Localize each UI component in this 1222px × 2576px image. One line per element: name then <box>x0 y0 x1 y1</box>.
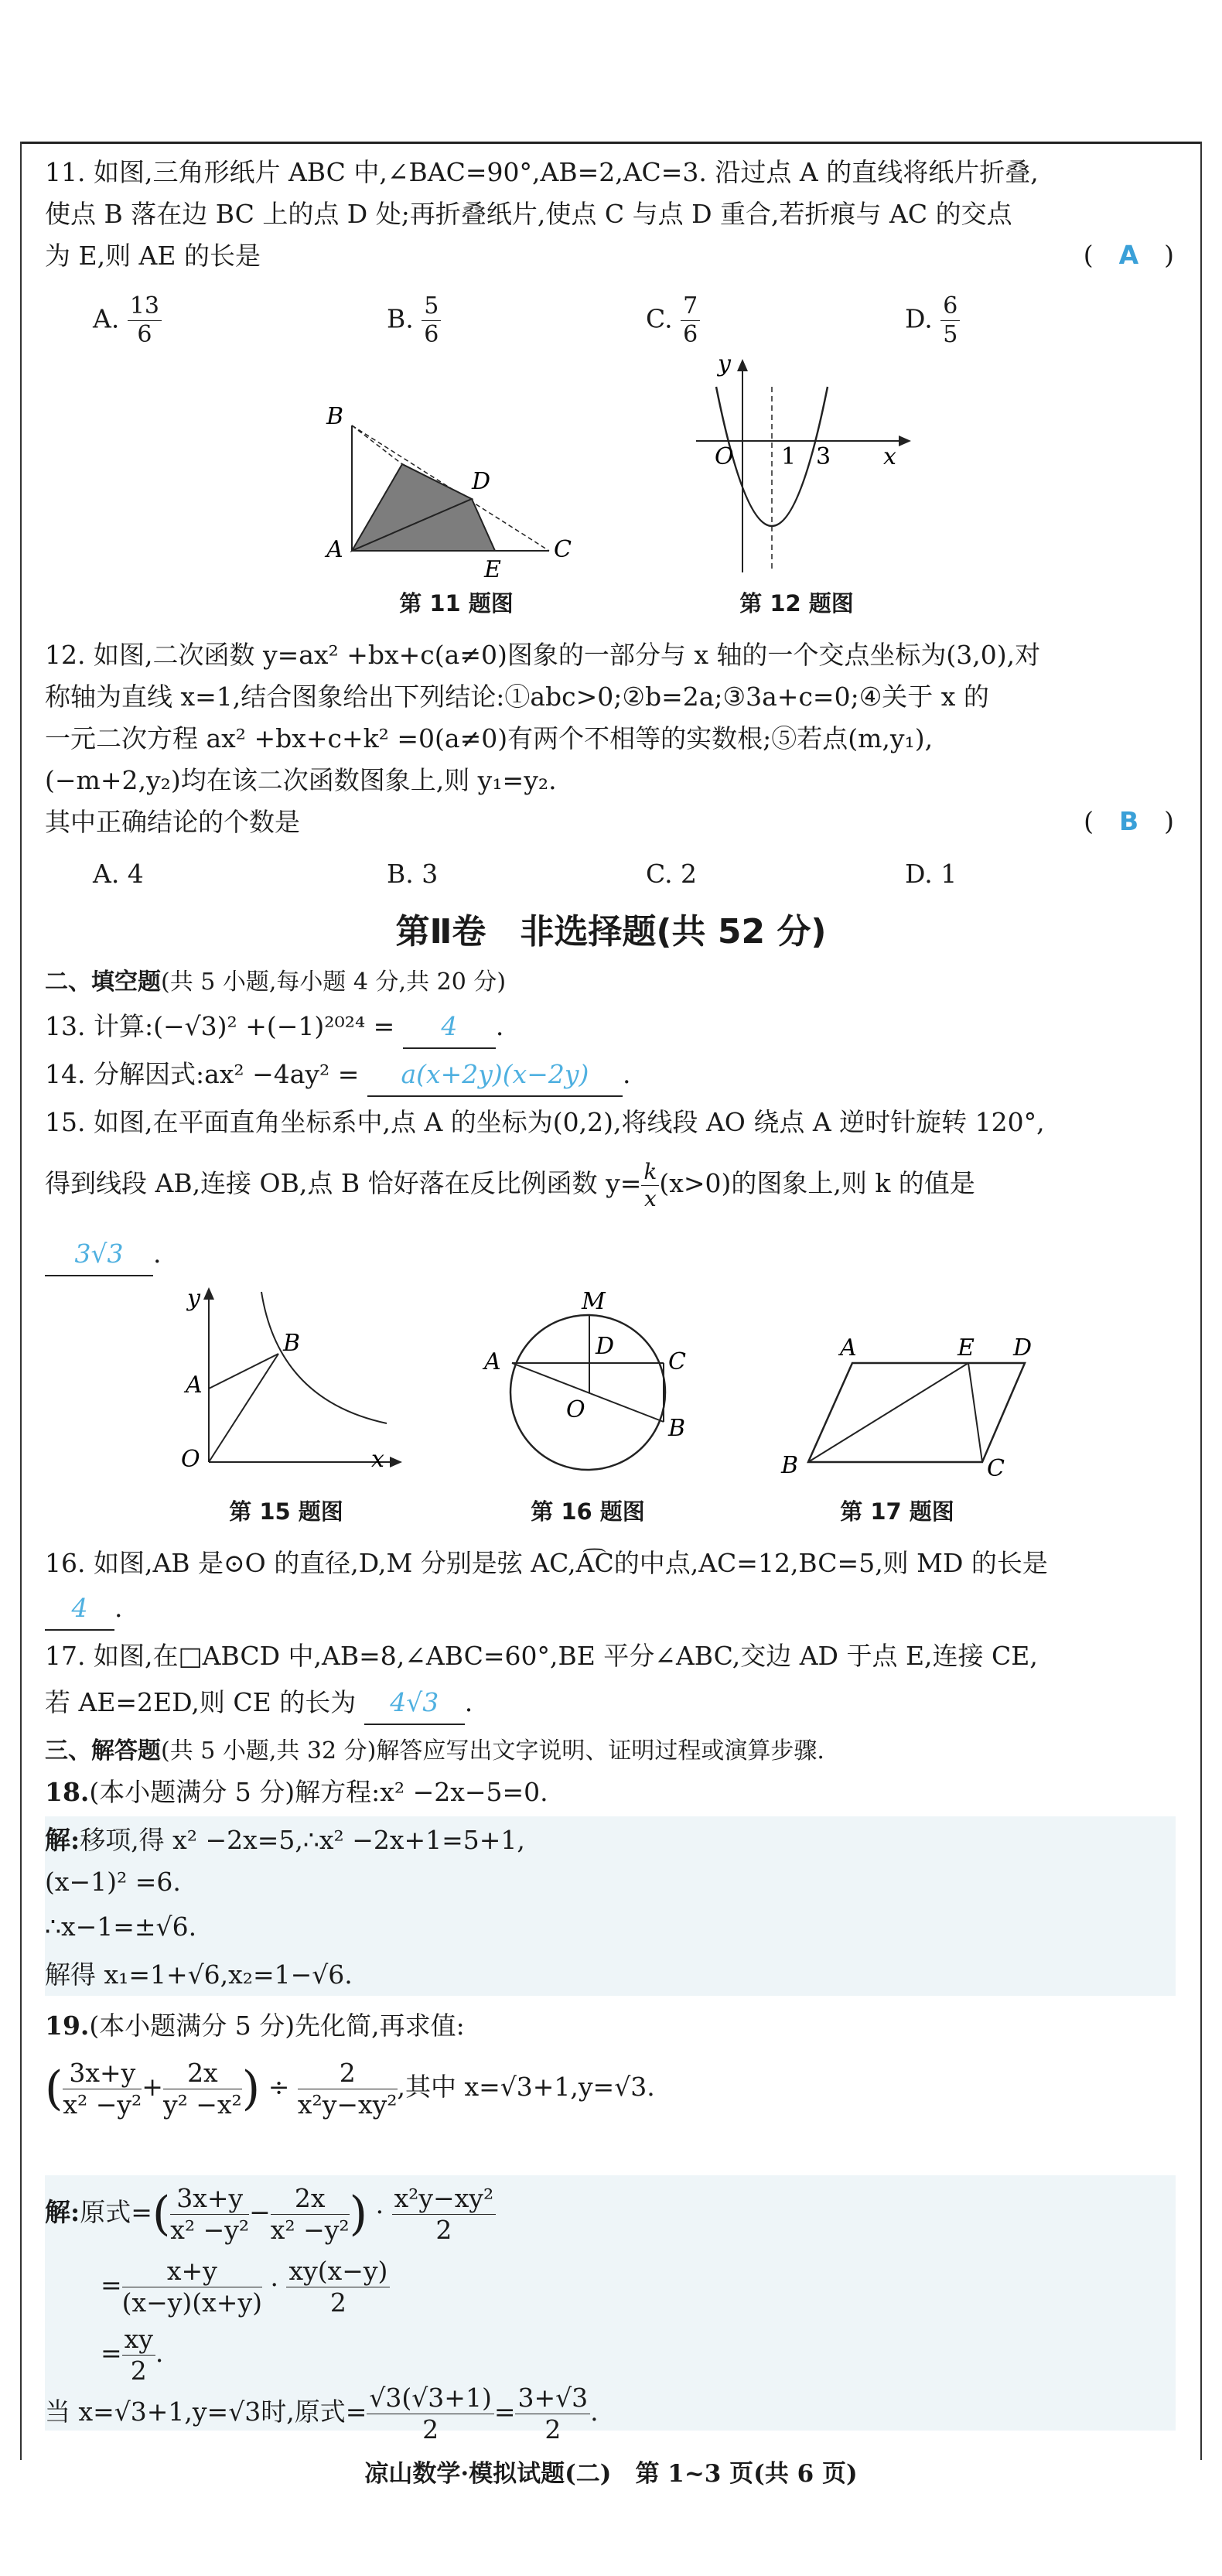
q18-step-3: ∴x−1=±√6. <box>45 1912 197 1942</box>
q15-line2 <box>45 1159 1174 1211</box>
label-b: B <box>283 1330 301 1357</box>
q12-answer-box: ( B ) <box>1084 806 1174 836</box>
option-label: B. <box>387 303 414 334</box>
figure-15-caption: 第 15 题图 <box>229 1498 343 1525</box>
q18-jie: 解: <box>45 1825 80 1855</box>
q11-option-d[interactable] <box>905 292 960 349</box>
frac-denominator: 2 <box>329 2287 346 2318</box>
period: . <box>590 2397 599 2427</box>
left-paren: ( <box>152 2187 171 2242</box>
frac-denominator: x² −y² <box>170 2214 250 2245</box>
denominator: 6 <box>137 321 152 348</box>
frac-denominator: (x−y)(x+y) <box>121 2287 262 2318</box>
q11-line1: 11. 如图,三角形纸片 ABC 中,∠BAC=90°,AB=2,AC=3. 沿过点 A 的直线将纸片折叠, <box>45 157 1039 187</box>
q17-line1: 17. 如图,在□ABCD 中,AB=8,∠ABC=60°,BE 平分∠ABC,交边 AD 于点 E,连接 CE, <box>45 1641 1038 1671</box>
frac-numerator: √3(√3+1) <box>367 2383 493 2414</box>
frac-numerator: xy(x−y) <box>286 2256 390 2287</box>
label-b: B <box>781 1452 799 1479</box>
q19-step-1 <box>45 2183 496 2245</box>
label-a: A <box>326 536 343 563</box>
q14-text: 14. 分解因式:ax² −4ay² = <box>45 1059 360 1089</box>
original-expr-label: 原式= <box>80 2197 152 2228</box>
question-16 <box>45 1543 1174 1631</box>
multiply-dot: · <box>270 2270 278 2301</box>
plus-sign: + <box>142 2072 163 2103</box>
q12-option-b[interactable]: B. 3 <box>387 859 439 889</box>
question-17 <box>45 1635 1174 1725</box>
frac-numerator: 3x+y <box>63 2058 142 2089</box>
question-18 <box>45 1771 548 1813</box>
figure-12 <box>681 356 913 588</box>
q19-head: (本小题满分 5 分)先化简,再求值: <box>89 2011 465 2041</box>
label-e: E <box>484 556 501 580</box>
q12-line1: 12. 如图,二次函数 y=ax² +bx+c(a≠0)图象的一部分与 x 轴的一个交点坐标为(3,0),对 <box>45 640 1041 670</box>
frac-numerator: x²y−xy² <box>392 2183 497 2215</box>
q17-line2: 若 AE=2ED,则 CE 的长为 <box>45 1687 357 1717</box>
equals-sign: = <box>101 2270 122 2301</box>
label-y: y <box>187 1285 200 1312</box>
figure-17 <box>766 1331 1060 1485</box>
section-3-heading <box>45 1731 824 1765</box>
multiply-dot: · <box>375 2197 384 2228</box>
frac-numerator: 2x <box>271 2183 350 2215</box>
q19-number: 19. <box>45 2011 90 2041</box>
question-12 <box>45 634 1174 843</box>
equals-sign: = <box>493 2397 516 2427</box>
q12-option-c[interactable]: C. 2 <box>646 859 698 889</box>
q19-step-2 <box>101 2256 390 2318</box>
figure-17-caption: 第 17 题图 <box>840 1498 954 1525</box>
q12-line3: 一元二次方程 ax² +bx+c+k² =0(a≠0)有两个不相等的实数根;⑤若点(m,y₁), <box>45 723 934 753</box>
label-m: M <box>582 1288 606 1315</box>
q18-step-2: (x−1)² =6. <box>45 1867 181 1897</box>
k-numerator: k <box>641 1159 659 1186</box>
frac-numerator: 3x+y <box>170 2183 249 2215</box>
frac-denominator: 2 <box>130 2355 147 2386</box>
section-2-title: 二、填空题 <box>45 969 161 996</box>
figure-16 <box>472 1284 704 1485</box>
divide-sign: ÷ <box>268 2072 290 2103</box>
question-15 <box>45 1102 1174 1276</box>
label-o: O <box>715 443 734 470</box>
section-2-desc: (共 5 小题,每小题 4 分,共 20 分) <box>161 969 507 996</box>
q15-line1: 15. 如图,在平面直角坐标系中,点 A 的坐标为(0,2),将线段 AO 绕点 A 逆时针旋转 120°, <box>45 1107 1045 1137</box>
frac-denominator: 2 <box>422 2414 439 2444</box>
x-denominator: x <box>643 1185 657 1211</box>
label-c: C <box>987 1455 1005 1482</box>
equals-sign: = <box>101 2338 122 2369</box>
q11-option-c[interactable] <box>646 292 700 349</box>
question-13: 13. 计算:(−√3)² +(−1)²⁰²⁴ = 4 . <box>45 1006 1174 1049</box>
q17-answer: 4√3 <box>364 1682 465 1725</box>
figure-11 <box>309 402 603 580</box>
q18-head: (本小题满分 5 分)解方程:x² −2x−5=0. <box>89 1777 548 1807</box>
frac-denominator: x² −y² <box>270 2214 350 2245</box>
q12-line5: 其中正确结论的个数是 <box>45 807 300 837</box>
denominator: 6 <box>683 321 698 348</box>
q11-line3: 为 E,则 AE 的长是 <box>45 241 261 271</box>
label-d: D <box>1013 1334 1033 1361</box>
q11-line2: 使点 B 落在边 BC 上的点 D 处;再折叠纸片,使点 C 与点 D 重合,若折痕与 AC 的交点 <box>45 199 1012 229</box>
q18-solution <box>45 1819 525 1996</box>
question-14: 14. 分解因式:ax² −4ay² = a(x+2y)(x−2y) . <box>45 1054 1174 1097</box>
option-label: D. <box>905 303 933 334</box>
frac-numerator: x+y <box>122 2256 262 2287</box>
q18-number: 18. <box>45 1777 90 1807</box>
q12-line4: (−m+2,y₂)均在该二次函数图象上,则 y₁=y₂. <box>45 765 557 795</box>
q11-option-b[interactable] <box>387 292 441 349</box>
q16-answer: 4 <box>45 1587 114 1631</box>
label-c: C <box>554 536 572 563</box>
q16-answer-line: 4 . <box>45 1587 1174 1631</box>
q12-answer: B <box>1118 806 1139 836</box>
label-o: O <box>181 1446 200 1470</box>
q12-option-d[interactable]: D. 1 <box>905 859 957 889</box>
numerator: 7 <box>681 292 700 321</box>
q11-answer: A <box>1118 240 1139 270</box>
section-2-heading <box>45 962 506 996</box>
top-rule <box>20 142 1202 144</box>
label-o: O <box>566 1396 585 1423</box>
frac-denominator: x² −y² <box>63 2089 142 2120</box>
option-label: A. <box>93 303 120 334</box>
label-b: B <box>326 403 344 430</box>
label-3: 3 <box>816 443 831 470</box>
frac-denominator: x²y−xy² <box>297 2089 398 2120</box>
period: . <box>155 2338 164 2369</box>
q15-line2-b: (x>0)的图象上,则 k 的值是 <box>659 1168 975 1199</box>
numerator: 13 <box>128 292 162 321</box>
label-y: y <box>718 356 731 378</box>
right-paren: ) <box>241 2062 261 2116</box>
q16-line1: 16. 如图,AB 是⊙O 的直径,D,M 分别是弦 AC,A͡C的中点,AC=12,BC=5,则 MD 的长是 <box>45 1548 1048 1578</box>
label-x: x <box>883 443 896 470</box>
denominator: 5 <box>943 321 958 348</box>
section-3-desc: (共 5 小题,共 32 分)解答应写出文字说明、证明过程或演算步骤. <box>161 1737 824 1765</box>
q11-answer-box: ( A ) <box>1083 240 1174 270</box>
right-border <box>1200 142 1202 2460</box>
q19-step-3 <box>101 2324 163 2386</box>
q19-expression <box>45 2058 655 2120</box>
q18-step-1-wrap <box>45 1819 525 1861</box>
frac-denominator: 2 <box>544 2414 562 2444</box>
label-b: B <box>668 1415 686 1442</box>
q12-line2: 称轴为直线 x=1,结合图象给出下列结论:①abc>0;②b=2a;③3a+c=0;④关于 x 的 <box>45 682 989 712</box>
q19-step-4 <box>45 2383 599 2444</box>
question-19-head <box>45 2005 465 2047</box>
label-1: 1 <box>781 443 797 470</box>
left-border <box>20 142 22 2460</box>
option-label: C. <box>646 303 673 334</box>
q14-answer: a(x+2y)(x−2y) <box>367 1054 623 1097</box>
part-2-title: 第Ⅱ卷 非选择题(共 52 分) <box>395 912 827 951</box>
q18-step-1: 移项,得 x² −2x=5,∴x² −2x+1=5+1, <box>80 1825 525 1855</box>
frac-numerator: 2 <box>298 2058 398 2089</box>
page-footer: 凉山数学·模拟试题(二) 第 1~3 页(共 6 页) <box>364 2460 858 2488</box>
figure-16-caption: 第 16 题图 <box>531 1498 645 1525</box>
figure-11-caption: 第 11 题图 <box>399 590 514 617</box>
q11-option-a[interactable] <box>93 292 162 349</box>
label-d: D <box>596 1333 615 1360</box>
figure-12-caption: 第 12 题图 <box>739 590 854 617</box>
q15-answer-line: 3√3 . <box>45 1233 1174 1276</box>
frac-denominator: 2 <box>435 2214 452 2245</box>
label-d: D <box>472 468 491 495</box>
q12-option-a[interactable]: A. 4 <box>93 859 144 889</box>
label-a: A <box>186 1372 203 1399</box>
minus-sign: − <box>249 2197 271 2228</box>
label-e: E <box>957 1334 975 1361</box>
label-a: A <box>840 1334 857 1361</box>
section-3-title: 三、解答题 <box>45 1737 161 1765</box>
q15-line2-a: 得到线段 AB,连接 OB,点 B 恰好落在反比例函数 y= <box>45 1168 642 1199</box>
left-paren: ( <box>45 2062 63 2116</box>
label-c: C <box>668 1348 686 1375</box>
question-11 <box>45 152 1174 277</box>
q17-line2-wrap: 若 AE=2ED,则 CE 的长为 4√3 . <box>45 1682 1174 1725</box>
denominator: 6 <box>424 321 439 348</box>
q18-step-4: 解得 x₁=1+√6,x₂=1−√6. <box>45 1959 353 1990</box>
numerator: 6 <box>940 292 960 321</box>
frac-numerator: 2x <box>163 2058 242 2089</box>
right-paren: ) <box>349 2187 368 2242</box>
label-a: A <box>484 1348 501 1375</box>
frac-numerator: 3+√3 <box>515 2383 590 2414</box>
numerator: 5 <box>422 292 441 321</box>
q19-jie: 解: <box>45 2197 80 2228</box>
frac-numerator: xy <box>122 2324 155 2356</box>
q19-condition: ,其中 x=√3+1,y=√3. <box>397 2072 655 2103</box>
q13-answer: 4 <box>403 1006 496 1049</box>
figure-15 <box>162 1284 418 1470</box>
q13-text: 13. 计算:(−√3)² +(−1)²⁰²⁴ = <box>45 1011 395 1041</box>
q15-answer: 3√3 <box>45 1233 153 1276</box>
q19-substitution-text: 当 x=√3+1,y=√3时,原式= <box>45 2397 367 2427</box>
frac-denominator: y² −x² <box>162 2089 242 2120</box>
label-x: x <box>371 1446 384 1470</box>
